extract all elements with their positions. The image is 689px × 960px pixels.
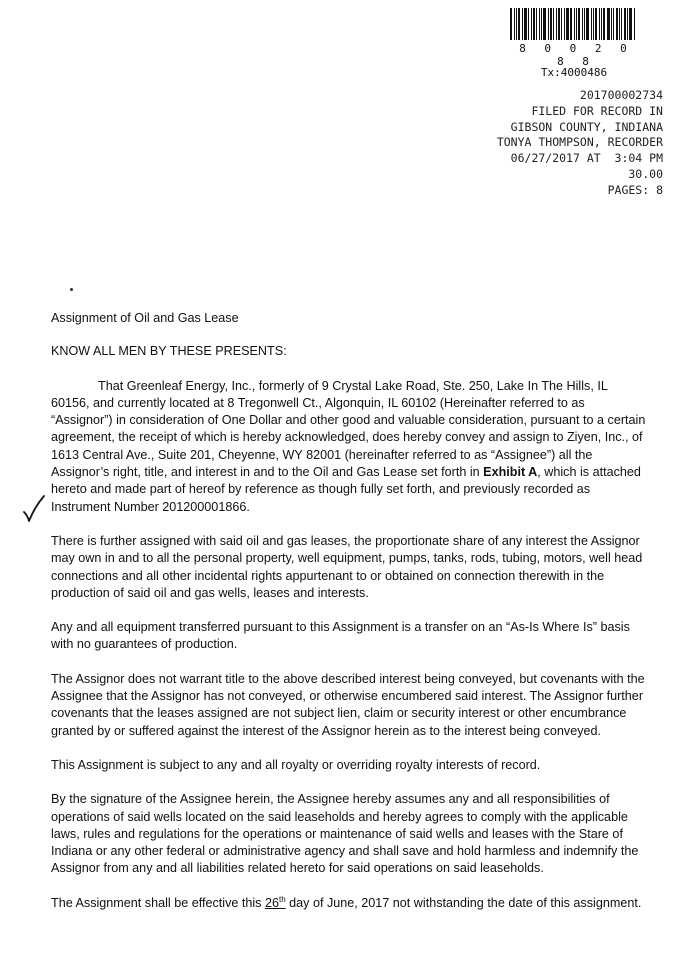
barcode-bar <box>603 8 605 40</box>
effective-text: The Assignment shall be effective this <box>51 895 265 910</box>
barcode-bar <box>550 8 552 40</box>
conveyance-text-end: , which is attached hereto and made part of hereof by reference as though fully set forth, and previously recorded as Instrument Number 201200001866. <box>51 465 641 514</box>
paragraph-warranty: The Assignor does not warrant title to the above described interest being conveyed, but covenants with the Assignee that the Assignor has not conveyed, or otherwise encumbered said interest. The Assignor further covenants that the leases assigned are not subject lien, claim or security interest or other encumbrance granted by or suffered against the interest of the Assignor herein as to the interest being conveyed. <box>51 671 645 738</box>
barcode-bar <box>591 8 592 40</box>
barcode-bar <box>621 8 622 40</box>
barcode-bar <box>556 8 557 40</box>
barcode-bar <box>613 8 614 40</box>
barcode-bar <box>624 8 626 40</box>
barcode-bar <box>593 8 594 40</box>
barcode-bar <box>584 8 585 40</box>
stamp-line: FILED FOR RECORD IN <box>531 103 663 118</box>
effective-text-end: day of June, 2017 not withstanding the date of this assignment. <box>285 895 642 910</box>
stamp-line: 30.00 <box>628 166 663 181</box>
barcode-bar <box>607 8 610 40</box>
barcode-bar <box>627 8 628 40</box>
document-title: Assignment of Oil and Gas Lease <box>51 311 239 325</box>
barcode-bar <box>619 8 620 40</box>
barcode-bar <box>522 8 523 40</box>
barcode-bar <box>629 8 632 40</box>
stamp-line: 201700002734 <box>579 88 663 102</box>
barcode-bar <box>564 8 565 40</box>
barcode-bar <box>528 8 529 40</box>
barcode-bar <box>524 8 527 40</box>
barcode-number: 8 0 0 2 0 8 8 <box>519 42 633 68</box>
barcode-bar <box>531 8 532 40</box>
barcode-bar <box>510 8 512 40</box>
barcode-bar <box>595 8 597 40</box>
paragraph-equipment: There is further assigned with said oil and gas leases, the proportionate share of any interest the Assignor may own in and to all the personal property, well equipment, pumps, tanks, rods, tubing, motors, well head connections and all other incidental rights appurtenant to or obtained on connection therewith in the production of said oil and gas wells, leases and interests. <box>51 533 643 600</box>
conveyance-text: That Greenleaf Energy, Inc., formerly of 9 Crystal Lake Road, Ste. 250, Lake In The Hills, IL 60156, and currently located at 8 Tregonwell Ct., Algonquin, IL 60102 (Hereinafter referred to as “Assignor”) in consideration of One Dollar and other good and valuable consideration, pursuant to a certain agreement, the receipt of which is hereby acknowledged, does hereby convey and assign to Ziyen, Inc., of 1613 Central Ave., Suite 201, Cheyenne, WY 82001 (hereinafter referred to as “Assignee”) all the Assignor’s right, title, and interest in and to the Oil and Gas Lease set forth in <box>51 378 646 480</box>
barcode-bar <box>574 8 575 40</box>
barcode-bar <box>536 8 537 40</box>
stamp-line: GIBSON COUNTY, INDIANA <box>510 119 663 134</box>
paragraph-as-is: Any and all equipment transferred pursuant to this Assignment is a transfer on an “As-Is Where Is” basis with no guarantees of production. <box>51 620 630 652</box>
barcode-bar <box>543 8 546 40</box>
barcode-bar <box>576 8 577 40</box>
barcode-bar <box>634 8 635 40</box>
barcode-bar <box>518 8 520 40</box>
tx-number: Tx:4000486 <box>540 66 608 79</box>
document-body <box>51 310 649 929</box>
effective-day <box>265 896 286 910</box>
barcode-bar <box>578 8 580 40</box>
barcode-bar <box>611 8 612 40</box>
checkmark-icon <box>22 494 46 524</box>
stamp-line: 06/27/2017 AT 3:04 PM <box>510 151 663 166</box>
stray-mark <box>70 288 73 291</box>
paragraph-royalty: This Assignment is subject to any and all royalty or overriding royalty interests of record. <box>51 757 541 772</box>
barcode-bar <box>586 8 589 40</box>
exhibit-reference: Exhibit A <box>483 465 538 480</box>
barcode-bar <box>601 8 602 40</box>
stamp-line: PAGES: 8 <box>607 182 663 197</box>
barcode-bar <box>558 8 560 40</box>
barcode-bar <box>514 8 515 40</box>
barcode-bar <box>541 8 542 40</box>
barcode-bar <box>566 8 569 40</box>
barcode <box>510 8 638 40</box>
barcode-bar <box>548 8 549 40</box>
effective-day-suffix: th <box>279 894 286 904</box>
stamp-line: TONYA THOMPSON, RECORDER <box>496 135 663 150</box>
barcode-bar <box>539 8 540 40</box>
paragraph-effective-date <box>51 895 649 912</box>
know-all-heading: KNOW ALL MEN BY THESE PRESENTS: <box>51 344 287 359</box>
barcode-bar <box>570 8 572 40</box>
barcode-bar <box>561 8 562 40</box>
paragraph-conveyance <box>51 378 649 516</box>
paragraph-responsibilities: By the signature of the Assignee herein, the Assignee hereby assumes any and all responsibilities of operations of said wells located on the said leaseholds and hereby agrees to comply with the applicable laws, rules and regulations for the operations or maintenance of said wells and leases with the Stare of Indiana or any other federal or administrative agency and shall save and hold harmless and indemnify the Assignor from any and all liabilities related hereto for said operations on said leaseholds. <box>51 792 639 876</box>
barcode-bar <box>599 8 600 40</box>
barcode-bar <box>553 8 554 40</box>
barcode-bar <box>582 8 583 40</box>
barcode-block <box>510 8 638 79</box>
effective-day-number: 26 <box>264 895 279 910</box>
barcode-bar <box>516 8 517 40</box>
barcode-bar <box>533 8 535 40</box>
recorder-stamp <box>497 88 663 199</box>
barcode-bar <box>616 8 618 40</box>
